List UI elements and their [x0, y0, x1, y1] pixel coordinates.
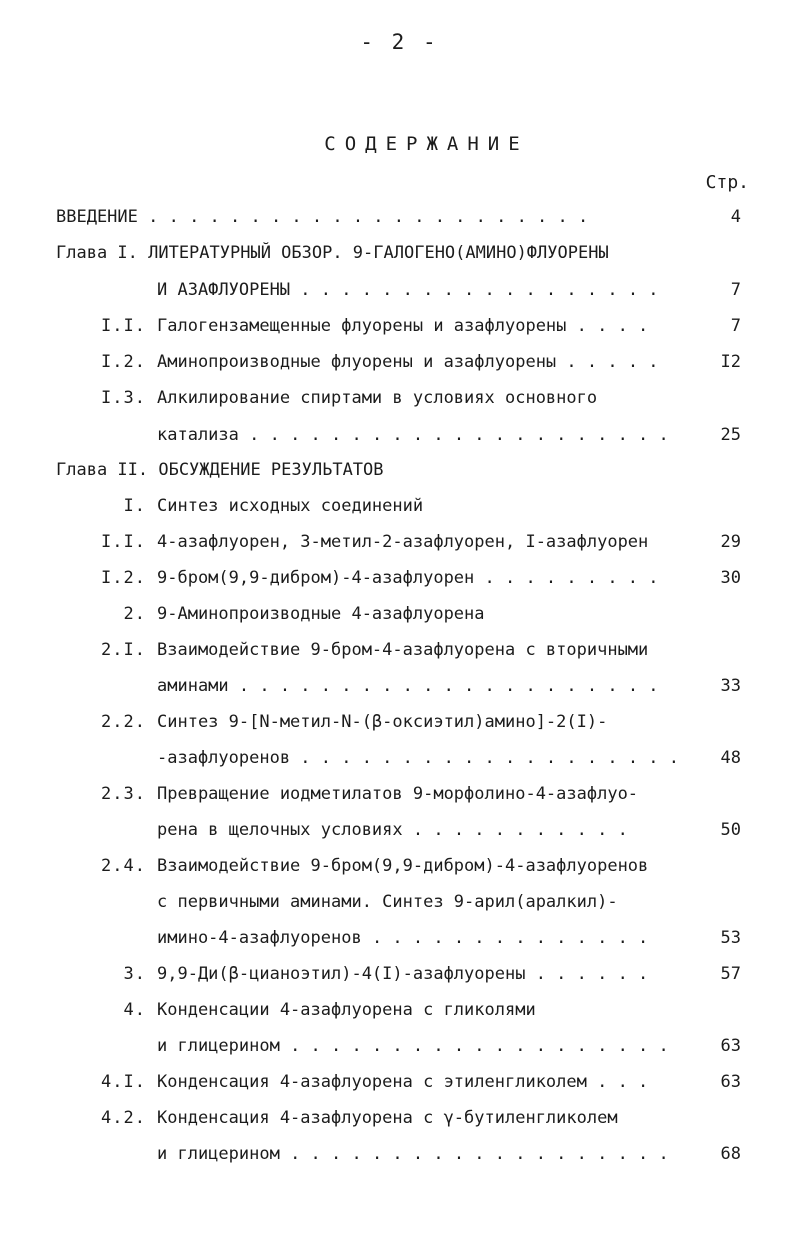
toc-entry-text: Взаимодействие 9-бром(9,9-дибром)-4-азафлуоренов	[157, 856, 649, 876]
toc-row	[0, 600, 799, 628]
toc-page-number: 25	[720, 425, 741, 445]
dot-leader: . . . . . . . . . . . . . . . . . . .	[279, 1036, 669, 1056]
toc-row	[0, 744, 799, 772]
toc-entry-text: и глицерином . . . . . . . . . . . . . . . . . . .	[157, 1036, 669, 1056]
toc-entry-text: катализа . . . . . . . . . . . . . . . . . . . . .	[157, 425, 669, 445]
dot-leader: . . . . . . . . . . . . . . . . . . . . .	[238, 425, 669, 445]
dot-leader: . . . . . . . . . . .	[402, 820, 628, 840]
toc-page-number: 68	[720, 1144, 741, 1164]
toc-row	[0, 1104, 799, 1132]
toc-page-number: 50	[720, 820, 741, 840]
toc-section-number: I.I.	[101, 316, 146, 336]
toc-row	[0, 239, 799, 267]
page-column-header: Стр.	[705, 172, 749, 193]
toc-row	[0, 888, 799, 916]
toc-entry-text: и глицерином . . . . . . . . . . . . . . . . . . .	[157, 1144, 669, 1164]
dot-leader: . . . . .	[556, 352, 659, 372]
toc-row	[0, 960, 799, 988]
toc-section-number: I.2.	[101, 352, 146, 372]
toc-row	[0, 672, 799, 700]
toc-section-number: I.2.	[101, 568, 146, 588]
toc-row	[0, 528, 799, 556]
toc-page-number: 33	[720, 676, 741, 696]
page-number: - 2 -	[360, 30, 439, 54]
toc-row	[0, 780, 799, 808]
dot-leader: . . . . . . . . . . . . . . . . . . .	[279, 1144, 669, 1164]
toc-entry-text: Конденсация 4-азафлуорена с γ-бутиленгликолем	[157, 1108, 618, 1128]
toc-entry-text: Галогензамещенные флуорены и азафлуорены . . . .	[157, 316, 649, 336]
toc-section-number: 4.2.	[101, 1108, 146, 1128]
toc-entry-text: с первичными аминами. Синтез 9-арил(аралкил)-	[157, 892, 618, 912]
toc-page-number: 7	[730, 316, 741, 336]
toc-entry-text: -азафлуоренов . . . . . . . . . . . . . . . . . . .	[157, 748, 679, 768]
toc-row	[0, 203, 799, 231]
toc-entry-text: Взаимодействие 9-бром-4-азафлуорена с вторичными	[157, 640, 649, 660]
dot-leader: . . .	[586, 1072, 649, 1092]
toc-title: СОДЕРЖАНИЕ	[324, 133, 529, 155]
toc-section-number: I.3.	[101, 388, 146, 408]
toc-section-number: 2.	[123, 604, 146, 624]
toc-row	[0, 636, 799, 664]
dot-leader: . . . . . . . . . . . . . . . . . .	[290, 280, 659, 300]
toc-section-number: 4.I.	[101, 1072, 146, 1092]
toc-page-number: 4	[730, 207, 741, 227]
toc-entry-text: рена в щелочных условиях . . . . . . . . . . .	[157, 820, 628, 840]
toc-entry-text: Алкилирование спиртами в условиях основного	[157, 388, 598, 408]
toc-entry-text: Аминопроизводные флуорены и азафлуорены . . . . .	[157, 352, 659, 372]
toc-entry-text: 9-бром(9,9-дибром)-4-азафлуорен . . . . . . . . .	[157, 568, 659, 588]
toc-entry-text: Глава II. ОБСУЖДЕНИЕ РЕЗУЛЬТАТОВ	[56, 460, 384, 480]
toc-row	[0, 312, 799, 340]
toc-section-number: 2.I.	[101, 640, 146, 660]
toc-row	[0, 708, 799, 736]
toc-entry-text: ВВЕДЕНИЕ . . . . . . . . . . . . . . . . . . . . . .	[56, 207, 589, 227]
dot-leader: . . . . . . . . . . . . . . . . . . .	[290, 748, 679, 768]
toc-section-number: 2.4.	[101, 856, 146, 876]
toc-page-number: 53	[720, 928, 741, 948]
dot-leader: . . . . . . . . . . . . . . . . . . . . . .	[137, 207, 589, 227]
toc-entry-text: Конденсация 4-азафлуорена с этиленгликолем . . .	[157, 1072, 649, 1092]
toc-page-number: 63	[720, 1072, 741, 1092]
toc-entry-text: Превращение иодметилатов 9-морфолино-4-азафлуо-	[157, 784, 639, 804]
dot-leader: . . . . . . . . . . . . . .	[361, 928, 649, 948]
toc-page-number: 63	[720, 1036, 741, 1056]
toc-entry-text: аминами . . . . . . . . . . . . . . . . . . . . .	[157, 676, 659, 696]
toc-row	[0, 348, 799, 376]
toc-row	[0, 421, 799, 449]
dot-leader: . . . .	[566, 316, 649, 336]
toc-section-number: I.	[123, 496, 146, 516]
dot-leader: . . . . . .	[525, 964, 649, 984]
toc-entry-text: Конденсации 4-азафлуорена с гликолями	[157, 1000, 536, 1020]
toc-entry-text: имино-4-азафлуоренов . . . . . . . . . . . . . .	[157, 928, 649, 948]
toc-row	[0, 816, 799, 844]
toc-page-number: 30	[720, 568, 741, 588]
toc-entry-text: Глава I. ЛИТЕРАТУРНЫЙ ОБЗОР. 9-ГАЛОГЕНО(АМИНО)ФЛУОРЕНЫ	[56, 243, 609, 263]
toc-entry-text: Синтез исходных соединений	[157, 496, 424, 516]
toc-page-number: 48	[720, 748, 741, 768]
toc-entry-text: 4-азафлуорен, 3-метил-2-азафлуорен, I-азафлуорен	[157, 532, 649, 552]
toc-section-number: 3.	[123, 964, 146, 984]
toc-entry-text: 9-Аминопроизводные 4-азафлуорена	[157, 604, 485, 624]
toc-row	[0, 564, 799, 592]
toc-entry-text: 9,9-Ди(β-цианоэтил)-4(I)-азафлуорены . . . . . .	[157, 964, 649, 984]
toc-row	[0, 924, 799, 952]
toc-section-number: 2.2.	[101, 712, 146, 732]
toc-row	[0, 456, 799, 484]
toc-page-number: 29	[720, 532, 741, 552]
toc-entry-text: И АЗАФЛУОРЕНЫ . . . . . . . . . . . . . . . . . .	[157, 280, 659, 300]
dot-leader: . . . . . . . . . . . . . . . . . . . . .	[228, 676, 659, 696]
dot-leader: . . . . . . . . .	[474, 568, 659, 588]
toc-row	[0, 384, 799, 412]
toc-page-number: 57	[720, 964, 741, 984]
toc-page-number: 7	[730, 280, 741, 300]
toc-row	[0, 1032, 799, 1060]
toc-section-number: 4.	[123, 1000, 146, 1020]
toc-row	[0, 852, 799, 880]
toc-row	[0, 1140, 799, 1168]
toc-entry-text: Синтез 9-[N-метил-N-(β-оксиэтил)амино]-2(I)-	[157, 712, 608, 732]
toc-page-number: I2	[720, 352, 741, 372]
toc-section-number: 2.3.	[101, 784, 146, 804]
toc-row	[0, 1068, 799, 1096]
toc-row	[0, 492, 799, 520]
toc-row	[0, 996, 799, 1024]
toc-section-number: I.I.	[101, 532, 146, 552]
toc-row	[0, 276, 799, 304]
